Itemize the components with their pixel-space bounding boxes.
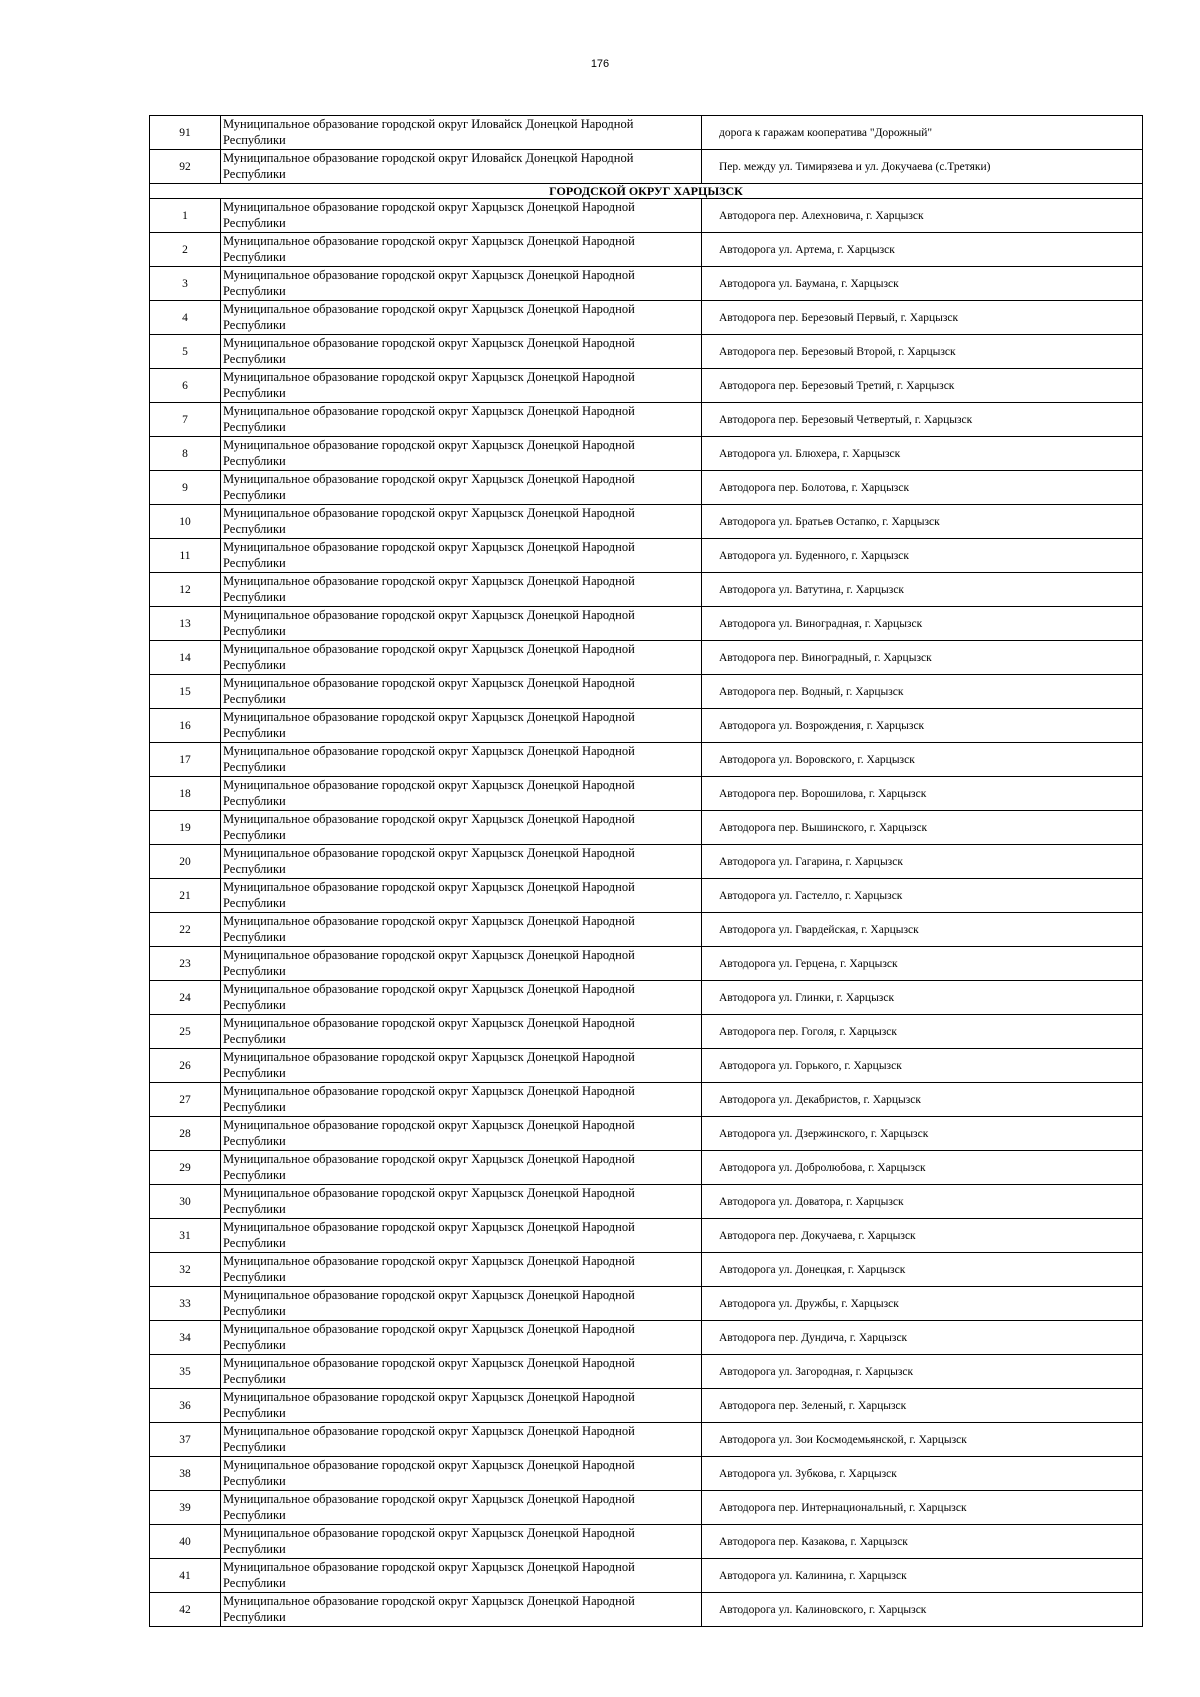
row-number: 17 <box>150 743 221 777</box>
road-name-cell: Пер. между ул. Тимирязева и ул. Докучаева (с.Третяки) <box>702 150 1143 184</box>
table-row <box>150 369 1143 403</box>
row-number: 21 <box>150 879 221 913</box>
table-row <box>150 1185 1143 1219</box>
row-number: 23 <box>150 947 221 981</box>
table-row <box>150 1049 1143 1083</box>
road-name-cell: Автодорога ул. Добролюбова, г. Харцызск <box>702 1151 1143 1185</box>
table-row <box>150 233 1143 267</box>
owner-cell: Муниципальное образование городской округ Харцызск Донецкой Народной Республики <box>221 369 702 403</box>
table-row <box>150 1253 1143 1287</box>
table-row <box>150 1593 1143 1627</box>
owner-cell: Муниципальное образование городской округ Иловайск Донецкой Народной Республики <box>221 150 702 184</box>
table-row <box>150 1083 1143 1117</box>
owner-cell: Муниципальное образование городской округ Харцызск Донецкой Народной Республики <box>221 301 702 335</box>
owner-cell: Муниципальное образование городской округ Харцызск Донецкой Народной Республики <box>221 1151 702 1185</box>
row-number: 26 <box>150 1049 221 1083</box>
road-name-cell: Автодорога ул. Возрождения, г. Харцызск <box>702 709 1143 743</box>
owner-cell: Муниципальное образование городской округ Харцызск Донецкой Народной Республики <box>221 777 702 811</box>
table-row <box>150 845 1143 879</box>
road-name-cell: Автодорога ул. Дзержинского, г. Харцызск <box>702 1117 1143 1151</box>
table-row <box>150 947 1143 981</box>
road-name-cell: дорога к гаражам кооператива "Дорожный" <box>702 116 1143 150</box>
row-number: 20 <box>150 845 221 879</box>
road-name-cell: Автодорога ул. Виноградная, г. Харцызск <box>702 607 1143 641</box>
road-name-cell: Автодорога пер. Виноградный, г. Харцызск <box>702 641 1143 675</box>
road-name-cell: Автодорога ул. Ватутина, г. Харцызск <box>702 573 1143 607</box>
road-name-cell: Автодорога ул. Гастелло, г. Харцызск <box>702 879 1143 913</box>
owner-cell: Муниципальное образование городской округ Харцызск Донецкой Народной Республики <box>221 981 702 1015</box>
row-number: 92 <box>150 150 221 184</box>
road-name-cell: Автодорога ул. Артема, г. Харцызск <box>702 233 1143 267</box>
table-row <box>150 981 1143 1015</box>
owner-cell: Муниципальное образование городской округ Харцызск Донецкой Народной Республики <box>221 267 702 301</box>
owner-cell: Муниципальное образование городской округ Харцызск Донецкой Народной Республики <box>221 1389 702 1423</box>
road-name-cell: Автодорога пер. Алехновича, г. Харцызск <box>702 199 1143 233</box>
table-row <box>150 437 1143 471</box>
owner-cell: Муниципальное образование городской округ Харцызск Донецкой Народной Республики <box>221 675 702 709</box>
row-number: 41 <box>150 1559 221 1593</box>
owner-cell: Муниципальное образование городской округ Иловайск Донецкой Народной Республики <box>221 116 702 150</box>
owner-cell: Муниципальное образование городской округ Харцызск Донецкой Народной Республики <box>221 709 702 743</box>
table-row <box>150 1151 1143 1185</box>
owner-cell: Муниципальное образование городской округ Харцызск Донецкой Народной Республики <box>221 1117 702 1151</box>
owner-cell: Муниципальное образование городской округ Харцызск Донецкой Народной Республики <box>221 437 702 471</box>
owner-cell: Муниципальное образование городской округ Харцызск Донецкой Народной Республики <box>221 505 702 539</box>
row-number: 16 <box>150 709 221 743</box>
row-number: 14 <box>150 641 221 675</box>
owner-cell: Муниципальное образование городской округ Харцызск Донецкой Народной Республики <box>221 1253 702 1287</box>
road-name-cell: Автодорога пер. Березовый Четвертый, г. Харцызск <box>702 403 1143 437</box>
owner-cell: Муниципальное образование городской округ Харцызск Донецкой Народной Республики <box>221 1355 702 1389</box>
section-header <box>150 184 1143 199</box>
row-number: 5 <box>150 335 221 369</box>
row-number: 37 <box>150 1423 221 1457</box>
owner-cell: Муниципальное образование городской округ Харцызск Донецкой Народной Республики <box>221 1015 702 1049</box>
table-row <box>150 267 1143 301</box>
row-number: 34 <box>150 1321 221 1355</box>
road-name-cell: Автодорога ул. Гагарина, г. Харцызск <box>702 845 1143 879</box>
road-name-cell: Автодорога пер. Интернациональный, г. Харцызск <box>702 1491 1143 1525</box>
owner-cell: Муниципальное образование городской округ Харцызск Донецкой Народной Республики <box>221 403 702 437</box>
table-row <box>150 505 1143 539</box>
owner-cell: Муниципальное образование городской округ Харцызск Донецкой Народной Республики <box>221 1423 702 1457</box>
table-row <box>150 1219 1143 1253</box>
road-name-cell: Автодорога ул. Дружбы, г. Харцызск <box>702 1287 1143 1321</box>
road-registry-table <box>149 115 1143 1627</box>
row-number: 11 <box>150 539 221 573</box>
owner-cell: Муниципальное образование городской округ Харцызск Донецкой Народной Республики <box>221 1083 702 1117</box>
row-number: 15 <box>150 675 221 709</box>
table-row <box>150 301 1143 335</box>
owner-cell: Муниципальное образование городской округ Харцызск Донецкой Народной Республики <box>221 879 702 913</box>
section-title: ГОРОДСКОЙ ОКРУГ ХАРЦЫЗСК <box>150 184 1143 199</box>
road-name-cell: Автодорога пер. Вышинского, г. Харцызск <box>702 811 1143 845</box>
road-name-cell: Автодорога ул. Донецкая, г. Харцызск <box>702 1253 1143 1287</box>
road-name-cell: Автодорога ул. Гвардейская, г. Харцызск <box>702 913 1143 947</box>
owner-cell: Муниципальное образование городской округ Харцызск Донецкой Народной Республики <box>221 607 702 641</box>
road-name-cell: Автодорога ул. Братьев Остапко, г. Харцызск <box>702 505 1143 539</box>
table-row <box>150 879 1143 913</box>
road-name-cell: Автодорога ул. Калинина, г. Харцызск <box>702 1559 1143 1593</box>
table-row <box>150 1525 1143 1559</box>
owner-cell: Муниципальное образование городской округ Харцызск Донецкой Народной Республики <box>221 471 702 505</box>
table-row <box>150 199 1143 233</box>
table-row <box>150 743 1143 777</box>
table-row <box>150 1287 1143 1321</box>
road-name-cell: Автодорога ул. Блюхера, г. Харцызск <box>702 437 1143 471</box>
table-row <box>150 811 1143 845</box>
owner-cell: Муниципальное образование городской округ Харцызск Донецкой Народной Республики <box>221 233 702 267</box>
table-row <box>150 1355 1143 1389</box>
road-name-cell: Автодорога пер. Болотова, г. Харцызск <box>702 471 1143 505</box>
table-row <box>150 573 1143 607</box>
table-row <box>150 471 1143 505</box>
row-number: 28 <box>150 1117 221 1151</box>
owner-cell: Муниципальное образование городской округ Харцызск Донецкой Народной Республики <box>221 743 702 777</box>
row-number: 33 <box>150 1287 221 1321</box>
row-number: 24 <box>150 981 221 1015</box>
row-number: 22 <box>150 913 221 947</box>
row-number: 25 <box>150 1015 221 1049</box>
table-row <box>150 403 1143 437</box>
owner-cell: Муниципальное образование городской округ Харцызск Донецкой Народной Республики <box>221 947 702 981</box>
rows-before-section <box>150 116 1143 184</box>
owner-cell: Муниципальное образование городской округ Харцызск Донецкой Народной Республики <box>221 1457 702 1491</box>
row-number: 27 <box>150 1083 221 1117</box>
table-row <box>150 1015 1143 1049</box>
road-name-cell: Автодорога ул. Доватора, г. Харцызск <box>702 1185 1143 1219</box>
owner-cell: Муниципальное образование городской округ Харцызск Донецкой Народной Республики <box>221 1491 702 1525</box>
row-number: 8 <box>150 437 221 471</box>
table-row <box>150 913 1143 947</box>
table-row <box>150 1117 1143 1151</box>
road-name-cell: Автодорога пер. Березовый Первый, г. Харцызск <box>702 301 1143 335</box>
road-name-cell: Автодорога ул. Зои Космодемьянской, г. Харцызск <box>702 1423 1143 1457</box>
road-name-cell: Автодорога пер. Водный, г. Харцызск <box>702 675 1143 709</box>
owner-cell: Муниципальное образование городской округ Харцызск Донецкой Народной Республики <box>221 1219 702 1253</box>
owner-cell: Муниципальное образование городской округ Харцызск Донецкой Народной Республики <box>221 1559 702 1593</box>
row-number: 12 <box>150 573 221 607</box>
owner-cell: Муниципальное образование городской округ Харцызск Донецкой Народной Республики <box>221 913 702 947</box>
row-number: 1 <box>150 199 221 233</box>
row-number: 30 <box>150 1185 221 1219</box>
road-name-cell: Автодорога ул. Герцена, г. Харцызск <box>702 947 1143 981</box>
row-number: 40 <box>150 1525 221 1559</box>
row-number: 4 <box>150 301 221 335</box>
row-number: 6 <box>150 369 221 403</box>
road-name-cell: Автодорога ул. Горького, г. Харцызск <box>702 1049 1143 1083</box>
owner-cell: Муниципальное образование городской округ Харцызск Донецкой Народной Республики <box>221 539 702 573</box>
road-name-cell: Автодорога ул. Воровского, г. Харцызск <box>702 743 1143 777</box>
row-number: 3 <box>150 267 221 301</box>
row-number: 42 <box>150 1593 221 1627</box>
table-row <box>150 335 1143 369</box>
table-row <box>150 1491 1143 1525</box>
table-row <box>150 1559 1143 1593</box>
row-number: 2 <box>150 233 221 267</box>
owner-cell: Муниципальное образование городской округ Харцызск Донецкой Народной Республики <box>221 199 702 233</box>
table-row <box>150 1457 1143 1491</box>
row-number: 19 <box>150 811 221 845</box>
owner-cell: Муниципальное образование городской округ Харцызск Донецкой Народной Республики <box>221 845 702 879</box>
row-number: 35 <box>150 1355 221 1389</box>
table-row <box>150 675 1143 709</box>
section-row <box>150 184 1143 199</box>
table-row <box>150 1389 1143 1423</box>
row-number: 7 <box>150 403 221 437</box>
row-number: 31 <box>150 1219 221 1253</box>
road-name-cell: Автодорога пер. Зеленый, г. Харцызск <box>702 1389 1143 1423</box>
road-name-cell: Автодорога пер. Ворошилова, г. Харцызск <box>702 777 1143 811</box>
road-name-cell: Автодорога ул. Калиновского, г. Харцызск <box>702 1593 1143 1627</box>
road-name-cell: Автодорога ул. Баумана, г. Харцызск <box>702 267 1143 301</box>
row-number: 39 <box>150 1491 221 1525</box>
owner-cell: Муниципальное образование городской округ Харцызск Донецкой Народной Республики <box>221 1049 702 1083</box>
owner-cell: Муниципальное образование городской округ Харцызск Донецкой Народной Республики <box>221 641 702 675</box>
table-row <box>150 150 1143 184</box>
table-row <box>150 709 1143 743</box>
table-row <box>150 607 1143 641</box>
row-number: 18 <box>150 777 221 811</box>
row-number: 91 <box>150 116 221 150</box>
owner-cell: Муниципальное образование городской округ Харцызск Донецкой Народной Республики <box>221 335 702 369</box>
row-number: 9 <box>150 471 221 505</box>
road-name-cell: Автодорога пер. Березовый Третий, г. Харцызск <box>702 369 1143 403</box>
row-number: 38 <box>150 1457 221 1491</box>
owner-cell: Муниципальное образование городской округ Харцызск Донецкой Народной Республики <box>221 1287 702 1321</box>
row-number: 13 <box>150 607 221 641</box>
row-number: 10 <box>150 505 221 539</box>
row-number: 29 <box>150 1151 221 1185</box>
road-name-cell: Автодорога пер. Гоголя, г. Харцызск <box>702 1015 1143 1049</box>
table-row <box>150 1423 1143 1457</box>
owner-cell: Муниципальное образование городской округ Харцызск Донецкой Народной Республики <box>221 1321 702 1355</box>
road-name-cell: Автодорога ул. Глинки, г. Харцызск <box>702 981 1143 1015</box>
table-row <box>150 1321 1143 1355</box>
row-number: 36 <box>150 1389 221 1423</box>
table-row <box>150 777 1143 811</box>
table-row <box>150 539 1143 573</box>
owner-cell: Муниципальное образование городской округ Харцызск Донецкой Народной Республики <box>221 573 702 607</box>
table-row <box>150 641 1143 675</box>
table-row <box>150 116 1143 150</box>
road-name-cell: Автодорога пер. Докучаева, г. Харцызск <box>702 1219 1143 1253</box>
road-name-cell: Автодорога ул. Загородная, г. Харцызск <box>702 1355 1143 1389</box>
road-name-cell: Автодорога пер. Казакова, г. Харцызск <box>702 1525 1143 1559</box>
row-number: 32 <box>150 1253 221 1287</box>
owner-cell: Муниципальное образование городской округ Харцызск Донецкой Народной Республики <box>221 1185 702 1219</box>
rows-section <box>150 199 1143 1627</box>
page-number: 176 <box>590 58 610 70</box>
road-name-cell: Автодорога пер. Дундича, г. Харцызск <box>702 1321 1143 1355</box>
road-name-cell: Автодорога ул. Зубкова, г. Харцызск <box>702 1457 1143 1491</box>
road-name-cell: Автодорога ул. Декабристов, г. Харцызск <box>702 1083 1143 1117</box>
road-name-cell: Автодорога пер. Березовый Второй, г. Харцызск <box>702 335 1143 369</box>
owner-cell: Муниципальное образование городской округ Харцызск Донецкой Народной Республики <box>221 811 702 845</box>
owner-cell: Муниципальное образование городской округ Харцызск Донецкой Народной Республики <box>221 1525 702 1559</box>
road-name-cell: Автодорога ул. Буденного, г. Харцызск <box>702 539 1143 573</box>
owner-cell: Муниципальное образование городской округ Харцызск Донецкой Народной Республики <box>221 1593 702 1627</box>
